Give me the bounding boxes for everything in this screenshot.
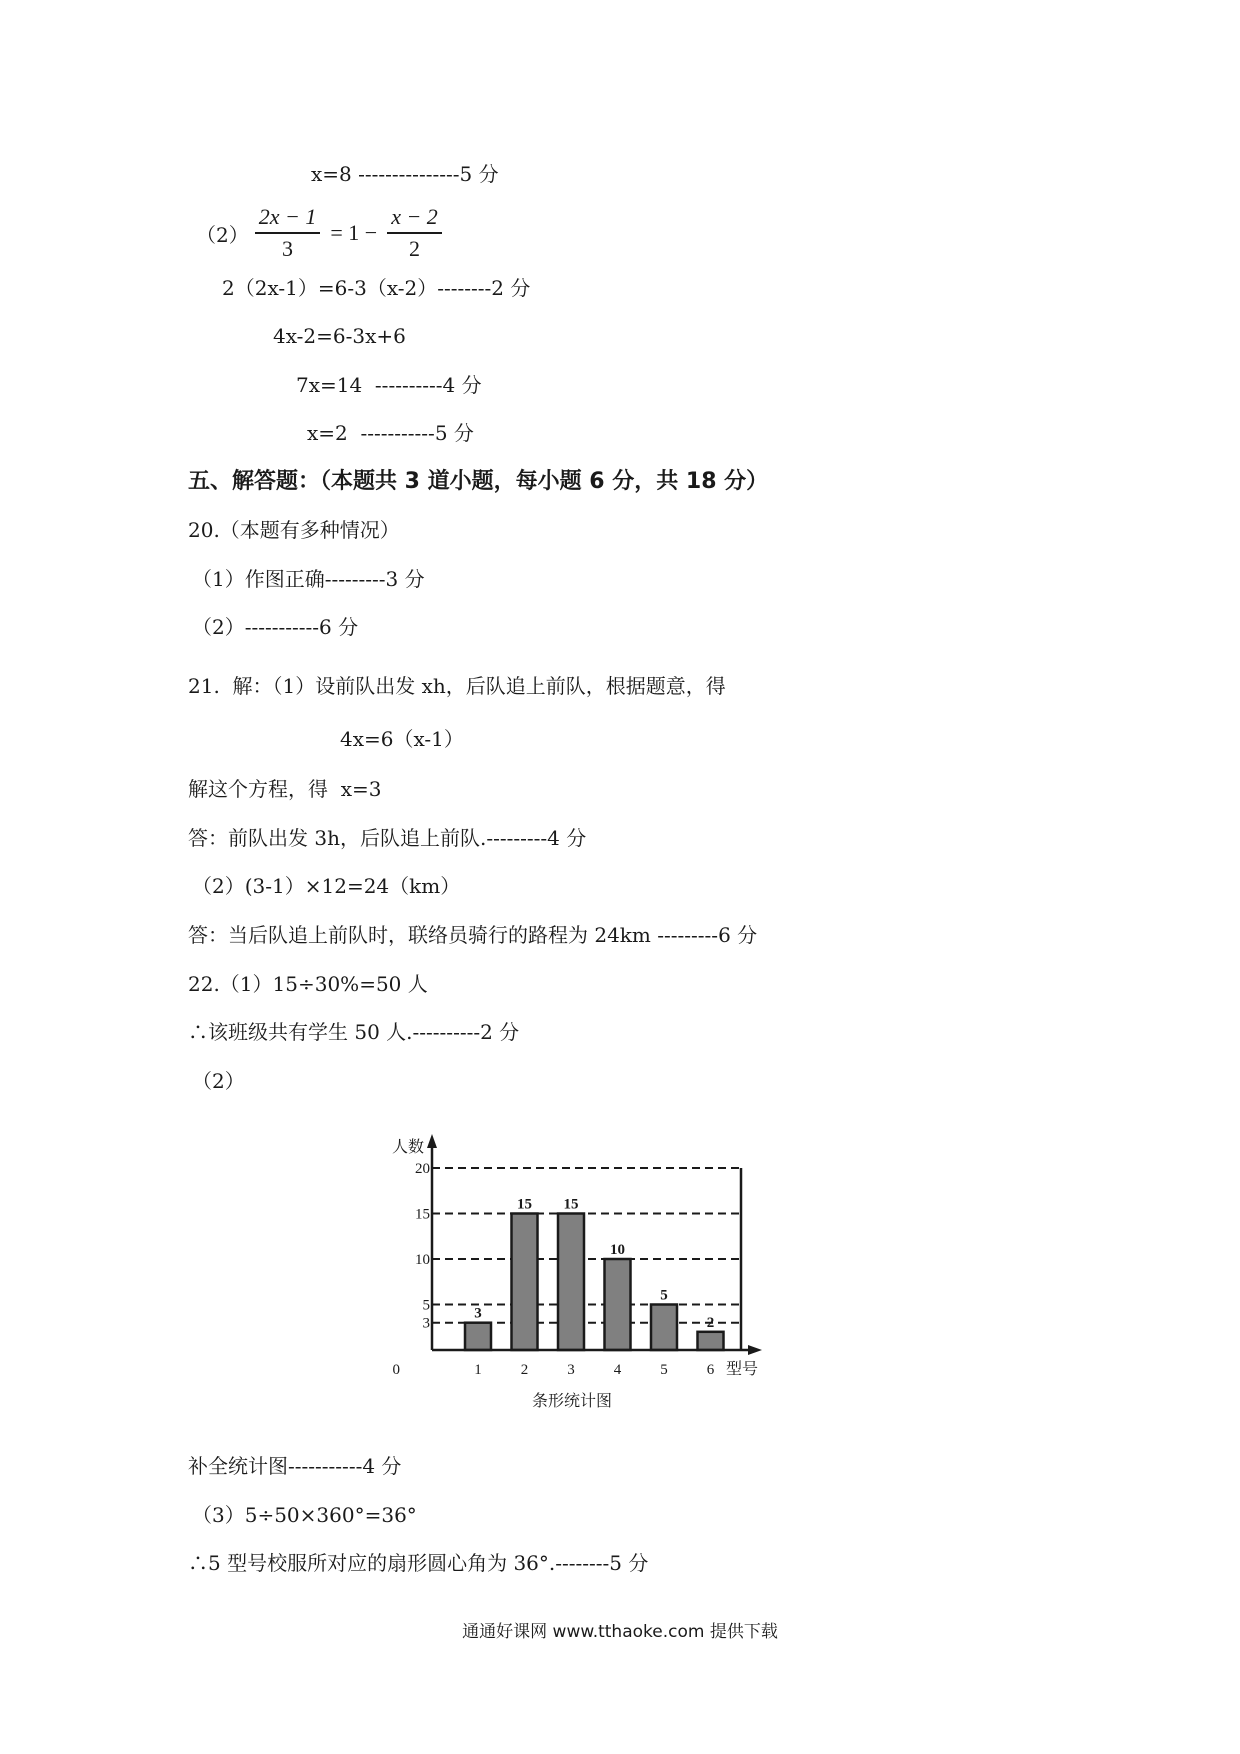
bar-5: [651, 1305, 677, 1351]
q22-answer3: ∴5 型号校服所对应的扇形圆心角为 36°.--------5 分: [188, 1551, 649, 1575]
section-five-heading: 五、解答题：（本题共 3 道小题，每小题 6 分，共 18 分）: [188, 469, 769, 494]
bar-2: [512, 1214, 538, 1351]
lhs-denominator: 3: [282, 236, 294, 261]
y-axis-arrow: [427, 1134, 437, 1148]
y-tick-20: 20: [415, 1161, 430, 1177]
q22-answer1: ∴该班级共有学生 50 人.----------2 分: [188, 1020, 520, 1044]
step-simplify: 4x-2=6-3x+6: [273, 324, 406, 348]
bar-6: [698, 1332, 724, 1350]
q20-part1: （1）作图正确---------3 分: [192, 567, 425, 591]
bar-4: [605, 1259, 631, 1350]
step-x-eq-8: x=8 ---------------5 分: [311, 162, 499, 186]
data-label-6: 2: [706, 1314, 715, 1331]
data-label-4: 10: [610, 1242, 625, 1258]
q21-part2: （2）(3-1）×12=24（km）: [192, 874, 461, 898]
data-label-2: 15: [517, 1196, 532, 1213]
x-tick-3: 3: [567, 1362, 575, 1378]
y-axis-label: 人数: [391, 1137, 424, 1156]
q20-title: 20.（本题有多种情况）: [188, 518, 400, 542]
bar-3: [558, 1214, 584, 1351]
x-tick-1: 1: [474, 1362, 482, 1378]
q20-part2: （2）-----------6 分: [192, 615, 359, 639]
x-tick-2: 2: [520, 1362, 529, 1378]
bar-chart: [380, 1128, 780, 1418]
data-label-5: 5: [660, 1287, 668, 1304]
y-tick-5: 5: [422, 1297, 430, 1314]
q22-part2: （2）: [192, 1069, 245, 1093]
y-tick-15: 15: [415, 1206, 430, 1223]
x-axis-arrow: [748, 1345, 762, 1355]
footer-source: 通通好课网 www.tthaoke.com 提供下载: [462, 1622, 778, 1642]
y-tick-0: 0: [392, 1362, 400, 1378]
step-7x: 7x=14 ----------4 分: [296, 373, 482, 397]
rhs-denominator: 2: [409, 236, 420, 261]
y-tick-10: 10: [415, 1252, 430, 1268]
x-tick-6: 6: [706, 1362, 715, 1378]
q21-answer1: 答：前队出发 3h，后队追上前队.---------4 分: [188, 826, 587, 850]
x-axis-label: 型号: [725, 1359, 759, 1378]
lhs-numerator: 2x − 1: [255, 202, 321, 234]
q22-part1: 22.（1）15÷30%=50 人: [188, 972, 428, 996]
bar-1: [465, 1323, 491, 1350]
q21-solve: 解这个方程，得 x=3: [188, 777, 382, 801]
chart-title: 条形统计图: [531, 1391, 613, 1410]
q21-equation: 4x=6（x-1）: [340, 727, 464, 751]
q21-setup: 21. 解：（1）设前队出发 xh，后队追上前队，根据题意，得: [188, 674, 726, 698]
step-x-eq-2: x=2 -----------5 分: [307, 421, 474, 445]
q22-fill-chart: 补全统计图-----------4 分: [188, 1454, 402, 1478]
q21-answer2: 答：当后队追上前队时，联络员骑行的路程为 24km ---------6 分: [188, 923, 758, 947]
equals-one-minus: = 1 −: [330, 220, 378, 245]
data-label-3: 15: [563, 1196, 579, 1213]
lhs-fraction: [255, 202, 321, 264]
data-label-1: 3: [474, 1305, 482, 1322]
rhs-numerator: x − 2: [387, 202, 442, 234]
rhs-fraction: [387, 202, 442, 264]
x-tick-4: 4: [613, 1362, 622, 1378]
step-expand: 2（2x-1）=6-3（x-2）--------2 分: [222, 276, 531, 300]
equation-2: [196, 198, 448, 268]
y-tick-3: 3: [422, 1315, 430, 1332]
q22-part3: （3）5÷50×360°=36°: [192, 1503, 417, 1527]
part-label: （2）: [196, 222, 249, 247]
x-tick-5: 5: [660, 1362, 668, 1378]
